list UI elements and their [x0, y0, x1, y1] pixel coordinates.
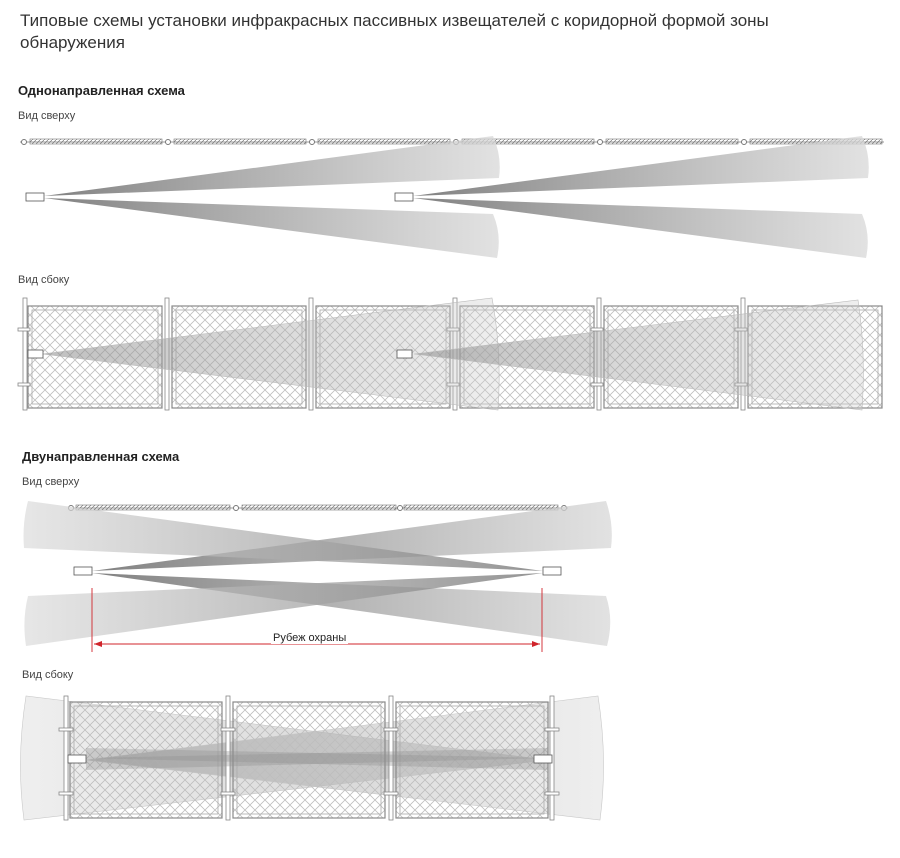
- beam-zone-1: [44, 136, 500, 258]
- fence-post-icon: [64, 696, 68, 820]
- one-way-side-view: [18, 298, 882, 410]
- section-one-way-heading: Однонаправленная схема: [18, 83, 185, 98]
- two-way-top-view-label: Вид сверху: [22, 476, 80, 488]
- one-way-top-view-label: Вид сверху: [18, 110, 76, 122]
- pir-detector-icon: [534, 755, 552, 763]
- pir-detector-icon: [28, 350, 43, 358]
- fence-line-top-2: [68, 505, 568, 511]
- section-two-way-heading: Двунаправленная схема: [22, 449, 180, 464]
- protection-boundary-label: Рубеж охраны: [273, 632, 347, 644]
- pir-detector-icon: [74, 567, 92, 575]
- pir-detector-icon: [397, 350, 412, 358]
- one-way-top-view: [20, 136, 884, 258]
- two-way-side-view: [20, 696, 603, 820]
- pir-detector-icon: [68, 755, 86, 763]
- pir-detector-icon: [26, 193, 44, 201]
- page-title: Типовые схемы установки инфракрасных пассивных извещателей с коридорной формой зоны обнаружения: [20, 11, 769, 52]
- two-way-top-view: [24, 501, 612, 652]
- pir-detector-icon: [395, 193, 413, 201]
- pir-detector-icon: [543, 567, 561, 575]
- one-way-side-view-label: Вид сбоку: [18, 274, 70, 286]
- fence-post-icon: [23, 298, 27, 410]
- two-way-side-view-label: Вид сбоку: [22, 669, 74, 681]
